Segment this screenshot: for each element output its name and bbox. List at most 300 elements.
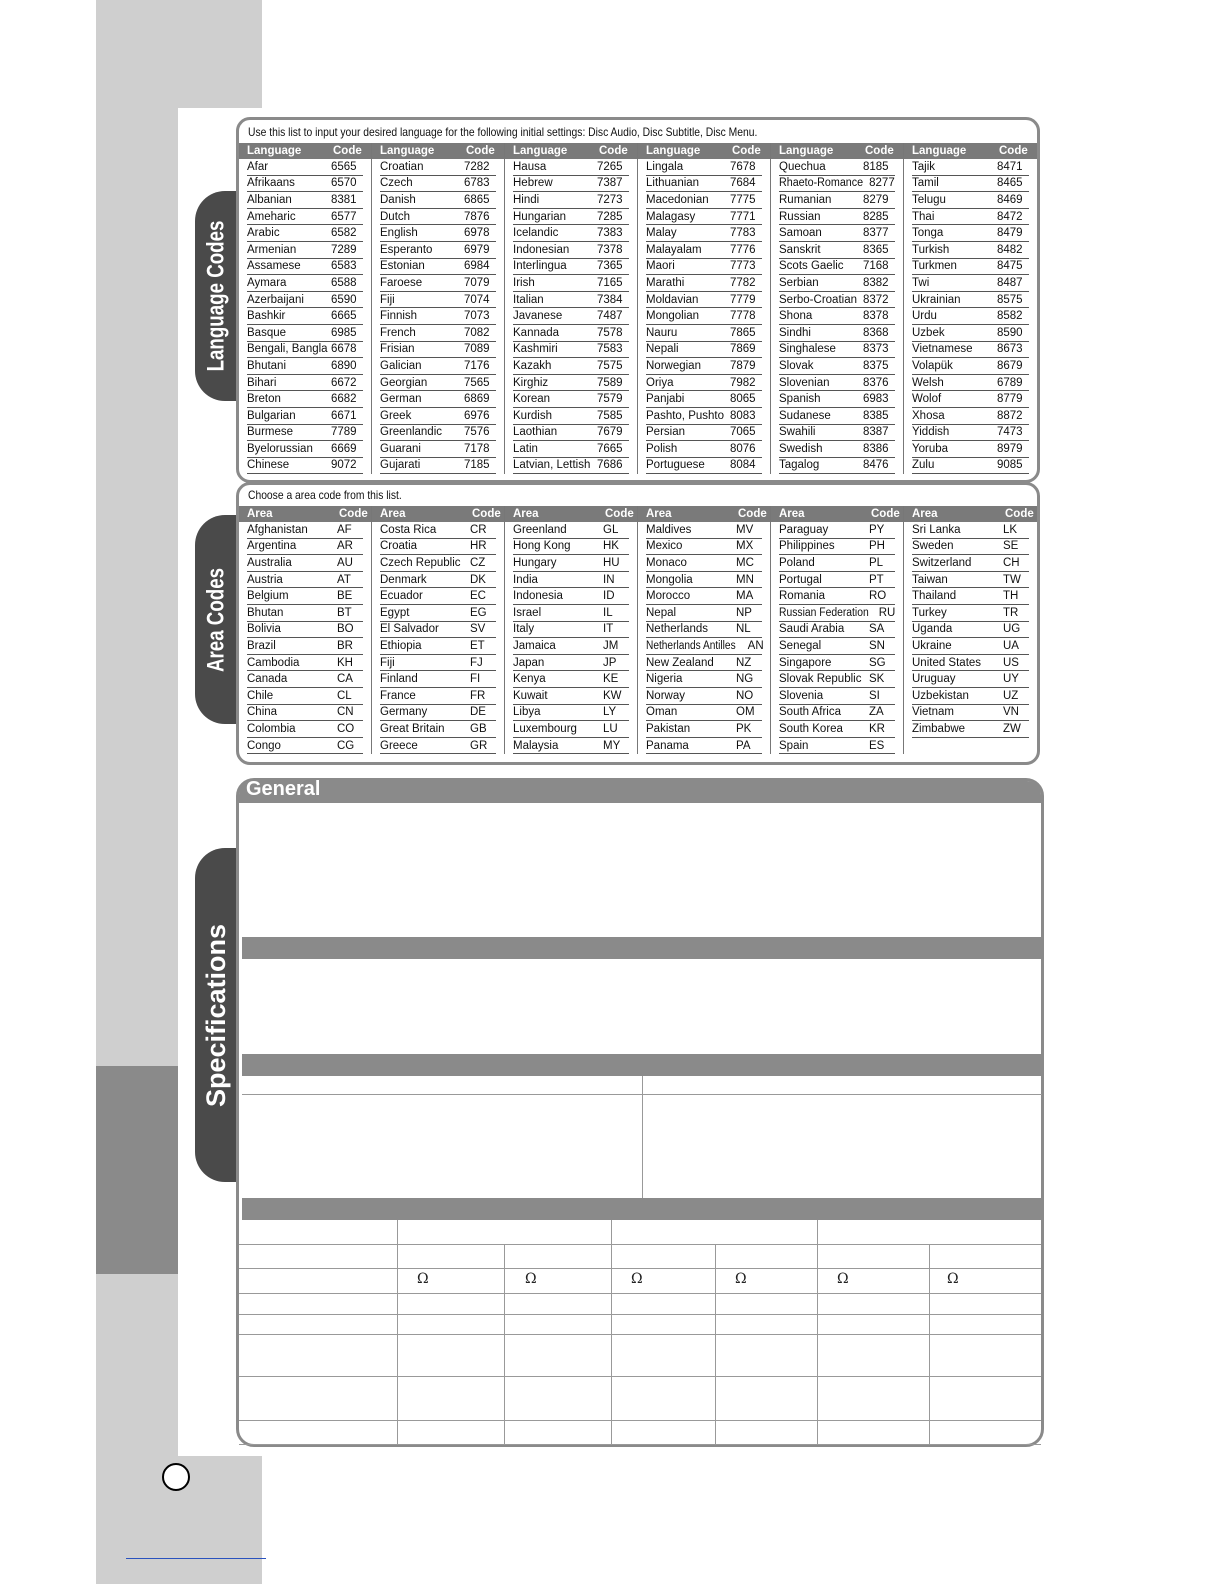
area-name: Malaysia <box>513 739 559 752</box>
language-code: 7289 <box>331 243 357 256</box>
area-name: Croatia <box>380 540 418 553</box>
language-code: 6565 <box>331 160 357 173</box>
tab-area-codes-label: Area Codes <box>202 567 230 672</box>
language-code: 6672 <box>331 376 357 389</box>
language-row <box>646 209 762 226</box>
language-code: 8479 <box>997 227 1023 240</box>
margin-strip <box>96 1274 178 1456</box>
language-header-name: Language <box>247 145 302 157</box>
area-code: GB <box>470 722 487 735</box>
language-code: 7869 <box>730 343 756 356</box>
language-code: 8679 <box>997 359 1023 372</box>
language-header-name: Language <box>513 145 568 157</box>
language-name: Lithuanian <box>646 177 700 190</box>
language-code: 8084 <box>730 459 756 472</box>
language-row <box>513 159 629 176</box>
language-code: 7982 <box>730 376 756 389</box>
language-name: Swahili <box>779 426 816 439</box>
area-code: SV <box>470 623 486 636</box>
area-name: Uganda <box>912 623 953 636</box>
language-name: Marathi <box>646 276 685 289</box>
language-row <box>912 441 1029 458</box>
area-code: CL <box>337 689 352 702</box>
area-name: Fiji <box>380 656 395 669</box>
language-code: 6669 <box>331 442 357 455</box>
area-name: Afghanistan <box>247 523 308 536</box>
language-codes-note: Use this list to input your desired language for the following initial settings: Disc Audio, Disc Subtitle, Disc Menu. <box>248 125 758 139</box>
table-rule <box>239 1444 1041 1445</box>
area-name: Thailand <box>912 590 957 603</box>
language-row <box>513 391 629 408</box>
area-name: Sri Lanka <box>912 523 961 536</box>
area-code: PT <box>869 573 884 586</box>
area-code: PL <box>869 556 884 569</box>
area-code: MN <box>736 573 754 586</box>
language-name: Maori <box>646 260 675 273</box>
language-code: 7575 <box>597 359 623 372</box>
language-row <box>513 308 629 325</box>
language-name: Malay <box>646 227 677 240</box>
language-row <box>380 441 496 458</box>
language-code: 7686 <box>597 459 623 472</box>
ohm-symbol: Ω <box>417 1271 429 1287</box>
language-code: 8469 <box>997 193 1023 206</box>
area-name: Costa Rica <box>380 523 437 536</box>
area-name: Uruguay <box>912 673 956 686</box>
area-name: Saudi Arabia <box>779 623 845 636</box>
language-row <box>380 242 496 259</box>
language-name: Bihari <box>247 376 277 389</box>
area-code: ES <box>869 739 885 752</box>
language-column <box>904 143 1037 474</box>
language-code: 6588 <box>331 276 357 289</box>
area-row <box>646 522 762 539</box>
language-name: Fiji <box>380 293 395 306</box>
language-name: Sanskrit <box>779 243 821 256</box>
language-header-code: Code <box>732 145 761 157</box>
language-row <box>247 259 363 276</box>
language-row <box>247 458 363 475</box>
area-row <box>380 655 496 672</box>
language-name: Czech <box>380 177 413 190</box>
area-code: UY <box>1003 673 1019 686</box>
language-row <box>247 325 363 342</box>
language-row <box>646 358 762 375</box>
language-name: Breton <box>247 393 281 406</box>
area-column-header <box>638 506 770 522</box>
area-name: Japan <box>513 656 545 669</box>
language-name: Uzbek <box>912 326 945 339</box>
language-name: Kurdish <box>513 409 552 422</box>
language-row <box>912 425 1029 442</box>
area-code: JP <box>603 656 617 669</box>
language-row <box>380 259 496 276</box>
language-row <box>247 342 363 359</box>
area-column <box>904 506 1037 754</box>
language-name: Shona <box>779 310 813 323</box>
area-row <box>380 705 496 722</box>
language-code: 7089 <box>464 343 490 356</box>
language-name: English <box>380 227 418 240</box>
language-code: 6985 <box>331 326 357 339</box>
area-name: Taiwan <box>912 573 948 586</box>
area-header-name: Area <box>380 508 406 520</box>
language-row <box>247 308 363 325</box>
language-codes-panel <box>236 117 1040 483</box>
area-header-name: Area <box>646 508 672 520</box>
language-code: 8372 <box>863 293 889 306</box>
area-name: Great Britain <box>380 722 445 735</box>
language-row <box>646 259 762 276</box>
language-code: 8673 <box>997 343 1023 356</box>
area-row <box>513 721 629 738</box>
area-row <box>646 605 762 622</box>
language-row <box>513 375 629 392</box>
language-name: Rumanian <box>779 193 832 206</box>
language-row <box>779 408 895 425</box>
area-code: IT <box>603 623 614 636</box>
area-row <box>247 622 363 639</box>
language-code: 6979 <box>464 243 490 256</box>
area-code: PA <box>736 739 751 752</box>
tab-area-codes <box>195 515 238 724</box>
language-row <box>513 275 629 292</box>
language-row <box>380 176 496 193</box>
language-row <box>779 342 895 359</box>
language-code: 8277 <box>869 177 895 190</box>
language-name: Kashmiri <box>513 343 558 356</box>
language-row <box>912 176 1029 193</box>
language-name: Kannada <box>513 326 560 339</box>
language-row <box>912 408 1029 425</box>
area-row <box>513 671 629 688</box>
language-row <box>247 225 363 242</box>
language-row <box>247 375 363 392</box>
area-name: Poland <box>779 556 815 569</box>
language-name: Indonesian <box>513 243 570 256</box>
language-code: 6665 <box>331 310 357 323</box>
area-code: AT <box>337 573 351 586</box>
language-name: Greek <box>380 409 412 422</box>
area-row <box>646 721 762 738</box>
language-row <box>912 159 1029 176</box>
language-code: 8076 <box>730 442 756 455</box>
language-row <box>380 325 496 342</box>
area-code: FR <box>470 689 486 702</box>
area-name: Bhutan <box>247 606 284 619</box>
area-row <box>380 539 496 556</box>
area-name: Morocco <box>646 590 691 603</box>
language-code: 7585 <box>597 409 623 422</box>
area-code: UG <box>1003 623 1021 636</box>
language-row <box>779 425 895 442</box>
language-row <box>646 225 762 242</box>
language-name: Polish <box>646 442 678 455</box>
language-code: 6583 <box>331 260 357 273</box>
language-row <box>247 441 363 458</box>
area-header-code: Code <box>738 508 767 520</box>
language-code: 9085 <box>997 459 1023 472</box>
language-name: Panjabi <box>646 393 685 406</box>
language-name: Serbo-Croatian <box>779 293 857 306</box>
language-code: 6678 <box>331 343 357 356</box>
area-codes-note: Choose a area code from this list. <box>248 488 402 502</box>
language-name: Assamese <box>247 260 301 273</box>
margin-strip <box>96 108 178 1066</box>
language-name: Sudanese <box>779 409 831 422</box>
language-code: 8285 <box>863 210 889 223</box>
language-row <box>247 275 363 292</box>
table-rule <box>239 1314 1041 1315</box>
language-codes-table <box>239 143 1037 474</box>
area-name: Hungary <box>513 556 557 569</box>
language-code: 7378 <box>597 243 623 256</box>
language-row <box>779 391 895 408</box>
language-row <box>912 342 1029 359</box>
language-header-name: Language <box>912 145 967 157</box>
language-name: Latvian, Lettish <box>513 459 591 472</box>
language-column <box>771 143 904 474</box>
area-column-header <box>372 506 504 522</box>
language-code: 7282 <box>464 160 490 173</box>
area-row <box>779 555 895 572</box>
language-name: Aymara <box>247 276 287 289</box>
area-code: HU <box>603 556 620 569</box>
language-row <box>912 209 1029 226</box>
area-name: France <box>380 689 416 702</box>
language-row <box>380 192 496 209</box>
language-name: Rhaeto-Romance <box>779 177 864 190</box>
language-code: 7576 <box>464 426 490 439</box>
language-name: Interlingua <box>513 260 567 273</box>
area-code: DK <box>470 573 486 586</box>
area-name: Ecuador <box>380 590 423 603</box>
area-code: RO <box>869 590 887 603</box>
language-header-code: Code <box>999 145 1028 157</box>
language-row <box>513 342 629 359</box>
language-code: 8476 <box>863 459 889 472</box>
language-code: 8381 <box>331 193 357 206</box>
language-column <box>638 143 771 474</box>
language-name: Galician <box>380 359 422 372</box>
language-row <box>380 159 496 176</box>
area-row <box>912 522 1029 539</box>
area-name: Hong Kong <box>513 540 571 553</box>
language-code: 8279 <box>863 193 889 206</box>
language-code: 8378 <box>863 310 889 323</box>
language-row <box>779 325 895 342</box>
language-code: 7168 <box>863 260 889 273</box>
table-column-divider <box>642 1076 643 1198</box>
area-column-header <box>771 506 903 522</box>
language-code: 6789 <box>997 376 1023 389</box>
ohm-symbol: Ω <box>525 1271 537 1287</box>
language-name: Volapük <box>912 359 953 372</box>
language-code: 8377 <box>863 227 889 240</box>
language-name: Yoruba <box>912 442 949 455</box>
area-code: HK <box>603 540 619 553</box>
language-code: 8472 <box>997 210 1023 223</box>
ohm-symbol: Ω <box>947 1271 959 1287</box>
area-name: Switzerland <box>912 556 972 569</box>
area-code: SE <box>1003 540 1019 553</box>
language-row <box>247 425 363 442</box>
area-name: Monaco <box>646 556 687 569</box>
area-column-header <box>239 506 371 522</box>
area-code: EC <box>470 590 486 603</box>
language-row <box>513 259 629 276</box>
area-code: MC <box>736 556 754 569</box>
table-rule <box>239 1376 1041 1377</box>
area-row <box>513 605 629 622</box>
language-row <box>912 375 1029 392</box>
language-code: 7165 <box>597 276 623 289</box>
area-name: Singapore <box>779 656 832 669</box>
area-code: BR <box>337 639 353 652</box>
language-name: Nepali <box>646 343 679 356</box>
area-code: IN <box>603 573 615 586</box>
area-name: Maldives <box>646 523 692 536</box>
language-code: 7387 <box>597 177 623 190</box>
language-code: 7565 <box>464 376 490 389</box>
area-header-name: Area <box>912 508 938 520</box>
area-code: ET <box>470 639 485 652</box>
area-name: Luxembourg <box>513 722 577 735</box>
language-row <box>912 242 1029 259</box>
language-code: 7579 <box>597 393 623 406</box>
area-code: US <box>1003 656 1019 669</box>
area-code: DE <box>470 706 486 719</box>
language-column <box>239 143 372 474</box>
table-column-divider <box>715 1244 716 1444</box>
language-header-code: Code <box>865 145 894 157</box>
language-code: 7265 <box>597 160 623 173</box>
language-name: Hungarian <box>513 210 567 223</box>
area-code: SA <box>869 623 885 636</box>
language-code: 8872 <box>997 409 1023 422</box>
area-code: JM <box>603 639 619 652</box>
language-code: 7365 <box>597 260 623 273</box>
language-code: 8475 <box>997 260 1023 273</box>
area-row <box>779 705 895 722</box>
language-row <box>247 408 363 425</box>
language-name: Latin <box>513 442 538 455</box>
area-row <box>380 671 496 688</box>
language-name: Spanish <box>779 393 821 406</box>
language-name: Faroese <box>380 276 423 289</box>
language-name: Wolof <box>912 393 942 406</box>
language-code: 6869 <box>464 393 490 406</box>
area-code: CZ <box>470 556 486 569</box>
language-row <box>513 358 629 375</box>
link-underline[interactable] <box>126 1558 266 1559</box>
area-code: LK <box>1003 523 1018 536</box>
area-code: SG <box>869 656 886 669</box>
area-name: Slovenia <box>779 689 824 702</box>
language-header-code: Code <box>599 145 628 157</box>
area-row <box>779 539 895 556</box>
language-name: Twi <box>912 276 930 289</box>
area-row <box>247 655 363 672</box>
language-name: Russian <box>779 210 821 223</box>
area-row <box>912 671 1029 688</box>
language-name: Greenlandic <box>380 426 443 439</box>
language-code: 6570 <box>331 177 357 190</box>
language-name: Basque <box>247 326 287 339</box>
language-code: 7879 <box>730 359 756 372</box>
area-row <box>779 671 895 688</box>
area-name: Portugal <box>779 573 822 586</box>
language-row <box>513 225 629 242</box>
language-name: Mongolian <box>646 310 700 323</box>
area-row <box>912 705 1029 722</box>
language-row <box>779 225 895 242</box>
language-name: Finnish <box>380 310 418 323</box>
language-name: Korean <box>513 393 551 406</box>
area-column <box>372 506 505 754</box>
language-name: Byelorussian <box>247 442 313 455</box>
language-row <box>779 242 895 259</box>
area-header-name: Area <box>513 508 539 520</box>
area-header-code: Code <box>1005 508 1034 520</box>
margin-strip-top <box>96 0 262 108</box>
language-row <box>380 342 496 359</box>
language-row <box>912 192 1029 209</box>
area-header-code: Code <box>605 508 634 520</box>
language-code: 7678 <box>730 160 756 173</box>
area-row <box>380 622 496 639</box>
language-code: 6577 <box>331 210 357 223</box>
ohm-symbol: Ω <box>837 1271 849 1287</box>
area-name: Libya <box>513 706 541 719</box>
language-name: Xhosa <box>912 409 945 422</box>
area-row <box>779 605 895 622</box>
area-row <box>912 555 1029 572</box>
language-row <box>380 391 496 408</box>
area-name: Chile <box>247 689 274 702</box>
language-code: 6671 <box>331 409 357 422</box>
area-row <box>779 638 895 655</box>
language-row <box>912 259 1029 276</box>
area-name: Canada <box>247 673 288 686</box>
language-code: 7285 <box>597 210 623 223</box>
area-code: EG <box>470 606 487 619</box>
area-name: Romania <box>779 590 826 603</box>
language-row <box>513 192 629 209</box>
language-row <box>380 275 496 292</box>
language-code: 7789 <box>331 426 357 439</box>
language-code: 7865 <box>730 326 756 339</box>
area-code: AU <box>337 556 353 569</box>
language-code: 8065 <box>730 393 756 406</box>
language-row <box>247 176 363 193</box>
area-code: BO <box>337 623 354 636</box>
language-row <box>247 391 363 408</box>
language-name: Bengali, Bangla <box>247 343 328 356</box>
language-row <box>247 209 363 226</box>
area-row <box>513 738 629 755</box>
language-row <box>779 308 895 325</box>
area-name: Panama <box>646 739 689 752</box>
table-rule <box>239 1420 1041 1421</box>
language-row <box>646 308 762 325</box>
language-code: 6978 <box>464 227 490 240</box>
language-name: Vietnamese <box>912 343 973 356</box>
language-row <box>646 425 762 442</box>
language-row <box>779 159 895 176</box>
language-code: 7778 <box>730 310 756 323</box>
area-header-code: Code <box>472 508 501 520</box>
